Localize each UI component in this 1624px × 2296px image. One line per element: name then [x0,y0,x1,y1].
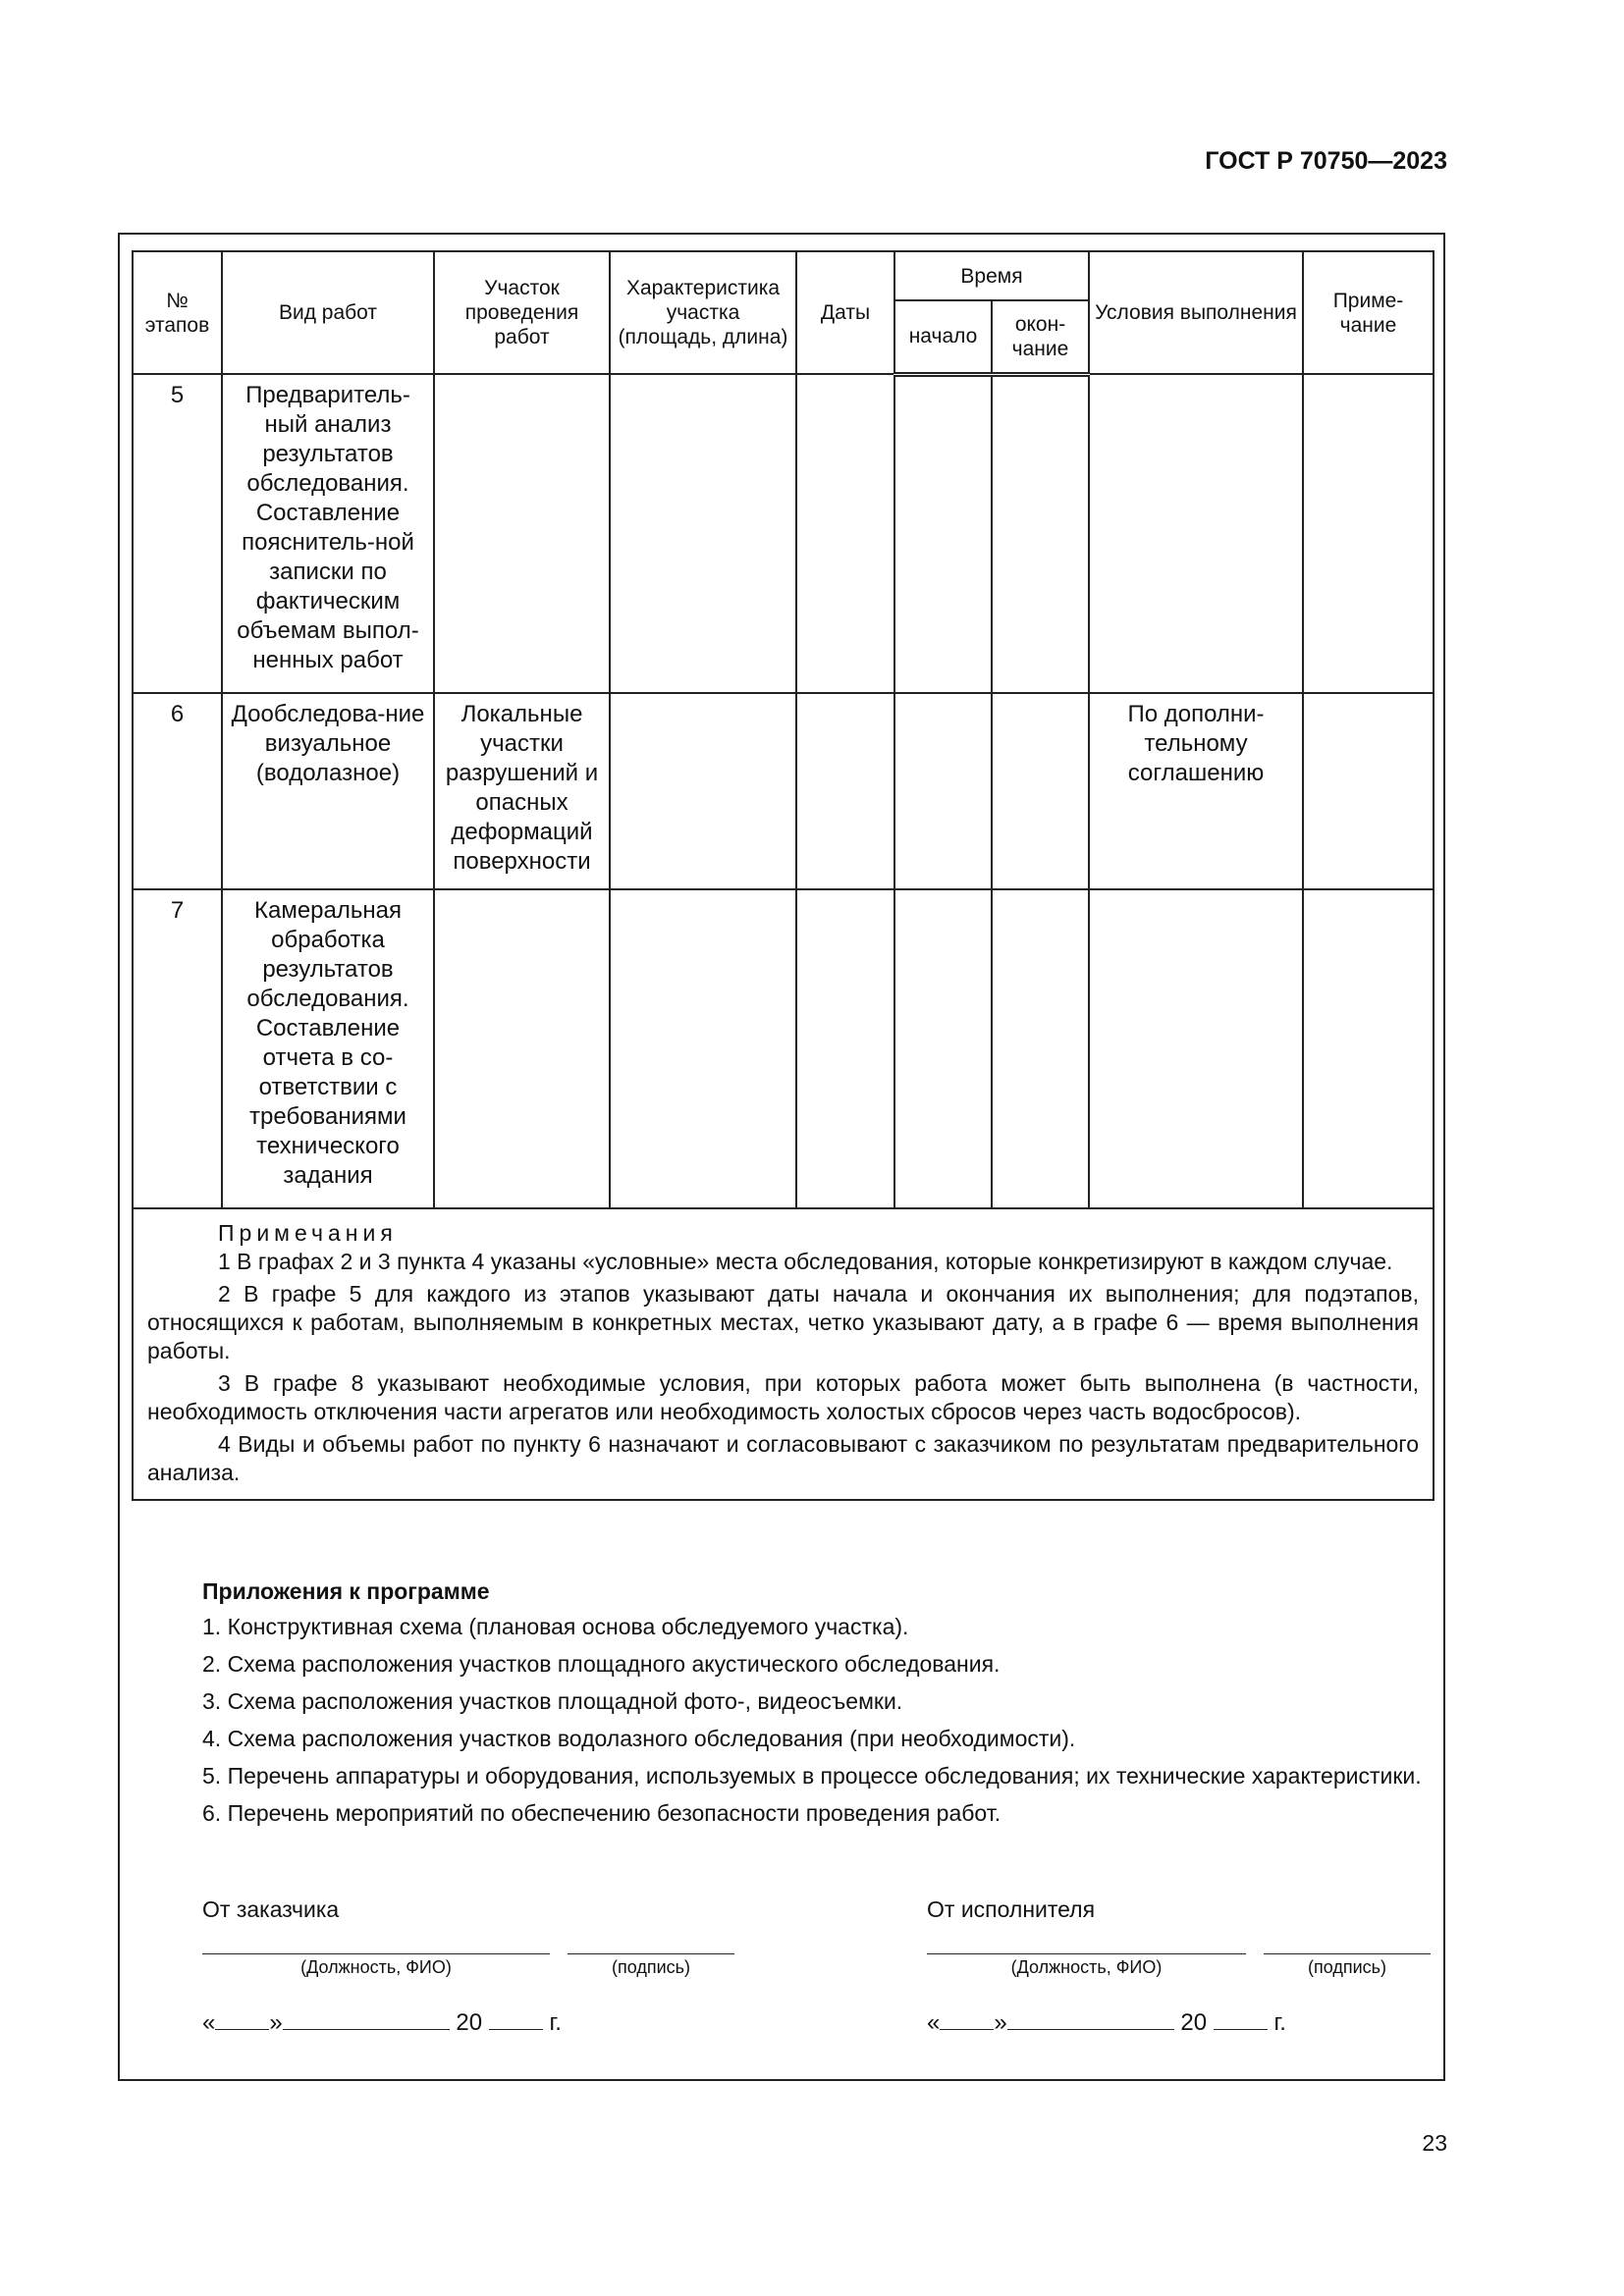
header-conditions: Условия выполнения [1089,251,1303,374]
header-remarks: Приме-чание [1303,251,1434,374]
time-start-cell [894,693,992,889]
header-site: Участок проведения работ [434,251,610,374]
work-type-cell: Камеральная обработка результатов обследования. Составление отчета в со-ответствии с требованиями технического задания [222,889,434,1208]
remarks-cell [1303,889,1434,1208]
contractor-signature-caption: (подпись) [1307,1957,1387,1977]
contractor-position-caption: (Должность, ФИО) [1010,1957,1163,1977]
header-characteristics: Характеристика участка (площадь, длина) [610,251,796,374]
header-time-end: окон-чание [992,300,1089,374]
time-start-cell [894,374,992,693]
characteristics-cell [610,693,796,889]
day-blank [940,2009,994,2030]
annex-item: 4. Схема расположения участков водолазного обследования (при необходимости). [202,1726,1076,1751]
site-cell [434,374,610,693]
annex-item: 1. Конструктивная схема (плановая основа обследуемого участка). [202,1614,909,1639]
annex-item: 2. Схема расположения участков площадного акустического обследования. [202,1651,1001,1677]
header-time: Время [894,251,1089,300]
work-type-cell: Дообследова-ние визуальное (водолазное) [222,693,434,889]
work-type-cell: Предваритель-ный анализ результатов обследования. Составление пояснитель-ной записки по фактическим объемам выпол-ненных работ [222,374,434,693]
year-prefix: 20 [1180,2009,1208,2036]
site-cell [434,889,610,1208]
time-end-cell [992,889,1089,1208]
notes-cell [133,1208,1434,1500]
notes-row [133,1208,1434,1500]
customer-signature-caption: (подпись) [611,1957,691,1977]
dates-cell [796,374,894,693]
conditions-cell: По дополни-тельному соглашению [1089,693,1303,889]
note-item: 3 В графе 8 указывают необходимые условия, при которых работа может быть выполнена (в частности, необходимость отключения части агрегатов или необходимость холостых сбросов через часть водосбросов). [147,1370,1419,1424]
customer-signature-line [568,1953,734,1954]
stage-number: 6 [133,693,222,889]
notes-title: Примечания [218,1220,398,1246]
annex-title: Приложения к программе [202,1578,490,1604]
contractor-signature-line [1264,1953,1431,1954]
dates-cell [796,693,894,889]
month-blank [1007,2009,1174,2030]
table-row [133,693,1434,889]
characteristics-cell [610,374,796,693]
contractor-date-line [927,2009,1286,2037]
header-time-start: начало [894,300,992,374]
day-blank [215,2009,269,2030]
stage-number: 7 [133,889,222,1208]
dates-cell [796,889,894,1208]
program-table [132,250,1435,1501]
annex-item: 3. Схема расположения участков площадной фото-, видеосъемки. [202,1688,903,1714]
characteristics-cell [610,889,796,1208]
contractor-label: От исполнителя [927,1896,1096,1922]
customer-label: От заказчика [202,1896,340,1922]
month-blank [283,2009,450,2030]
customer-date-line [202,2009,562,2037]
site-cell: Локальные участки разрушений и опасных деформаций поверхности [434,693,610,889]
customer-position-line [202,1953,550,1954]
quote-close: » [269,2009,283,2036]
document-code: ГОСТ Р 70750—2023 [1205,147,1447,175]
remarks-cell [1303,374,1434,693]
table-row [133,889,1434,1208]
year-suffix: г. [1273,2009,1286,2036]
contractor-position-line [927,1953,1246,1954]
quote-open: « [202,2009,216,2036]
annex-section [132,1577,1433,1837]
note-item: 1 В графах 2 и 3 пункта 4 указаны «условные» места обследования, которые конкретизируют в каждом случае. [218,1249,1393,1274]
table-row [133,374,1434,693]
conditions-cell [1089,889,1303,1208]
year-suffix: г. [549,2009,562,2036]
year-blank [1214,2009,1268,2030]
header-dates: Даты [796,251,894,374]
header-stage-no: № этапов [133,251,222,374]
annex-item: 5. Перечень аппаратуры и оборудования, используемых в процессе обследования; их технические характеристики. [202,1763,1422,1789]
stage-number: 5 [133,374,222,693]
page-number: 23 [1422,2130,1447,2156]
header-work-type: Вид работ [222,251,434,374]
note-item: 2 В графе 5 для каждого из этапов указывают даты начала и окончания их выполнения; для подэтапов, относящихся к работам, выполняемым в конкретных местах, четко указывают дату, а в графе 6 — время выполнения работы. [147,1281,1419,1363]
remarks-cell [1303,693,1434,889]
quote-open: « [927,2009,941,2036]
time-start-cell [894,889,992,1208]
note-item: 4 Виды и объемы работ по пункту 6 назначают и согласовывают с заказчиком по результатам предварительного анализа. [147,1431,1419,1485]
year-blank [489,2009,543,2030]
time-end-cell [992,693,1089,889]
conditions-cell [1089,374,1303,693]
time-end-cell [992,374,1089,693]
year-prefix: 20 [456,2009,483,2036]
customer-position-caption: (Должность, ФИО) [300,1957,452,1977]
annex-item: 6. Перечень мероприятий по обеспечению безопасности проведения работ. [202,1800,1001,1826]
quote-close: » [994,2009,1007,2036]
